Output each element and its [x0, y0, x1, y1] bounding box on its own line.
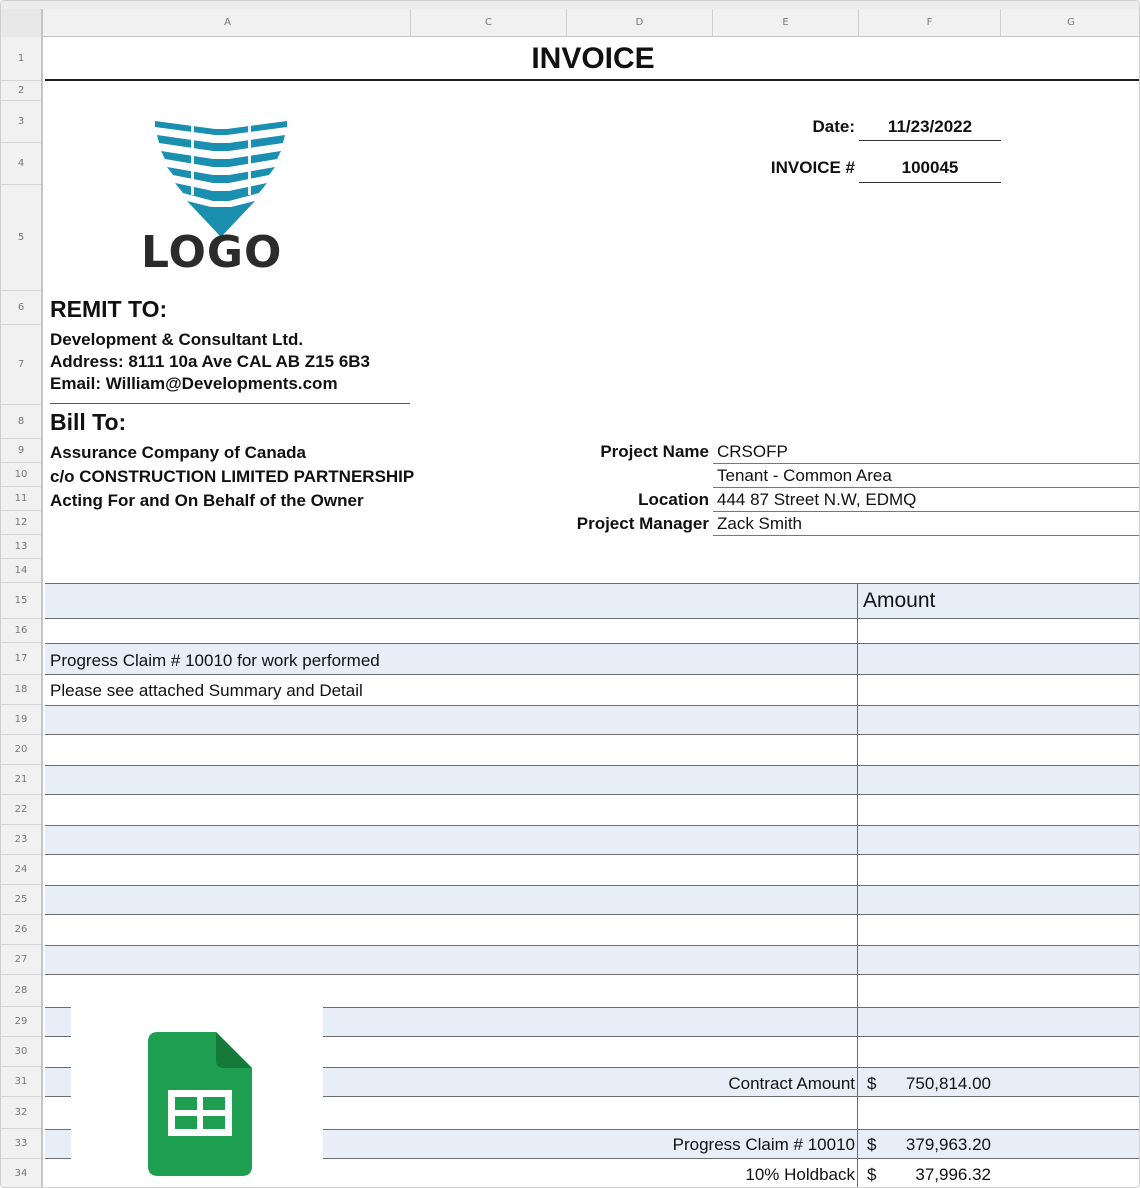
row-header[interactable]: 5 [1, 185, 41, 291]
sheet-grid[interactable] [45, 37, 1140, 1188]
remit-email: Email: William@Developments.com [50, 374, 338, 393]
column-header-d[interactable]: D [567, 9, 713, 37]
invoice-number-label: INVOICE # [770, 158, 855, 177]
project-manager-label: Project Manager [576, 514, 709, 533]
amount-column-divider [857, 583, 858, 1188]
grid-line [45, 583, 1140, 584]
amount-header: Amount [863, 589, 936, 612]
project-name-value-2[interactable]: Tenant - Common Area [713, 465, 1140, 488]
row-header[interactable]: 10 [1, 463, 41, 487]
logo-text: LOGO [141, 227, 283, 278]
row-header[interactable]: 16 [1, 619, 41, 643]
line-item-2[interactable]: Please see attached Summary and Detail [50, 681, 363, 700]
select-all-corner[interactable] [1, 9, 43, 37]
remit-address: Address: 8111 10a Ave CAL AB Z15 6B3 [50, 352, 371, 371]
row-header[interactable]: 26 [1, 915, 41, 945]
project-name-label: Project Name [600, 442, 709, 461]
google-sheets-icon [148, 1032, 252, 1176]
row-header[interactable]: 15 [1, 583, 41, 619]
row-header[interactable]: 23 [1, 825, 41, 855]
row-header[interactable]: 32 [1, 1097, 41, 1129]
project-name-value[interactable]: CRSOFP [713, 441, 1140, 464]
row-header[interactable]: 6 [1, 291, 41, 325]
row-header[interactable]: 9 [1, 439, 41, 463]
row-header-bar [1, 37, 43, 1188]
row-header[interactable]: 8 [1, 405, 41, 439]
grid-line [45, 885, 1140, 886]
row-header[interactable]: 21 [1, 765, 41, 795]
progress-claim-label: Progress Claim # 10010 [672, 1135, 855, 1154]
contract-amount-value[interactable]: 750,814.00 [905, 1074, 991, 1093]
table-row [45, 766, 1140, 794]
bill-to-line-1: Assurance Company of Canada [50, 443, 307, 462]
grid-line [45, 825, 1140, 826]
row-header[interactable]: 11 [1, 487, 41, 511]
row-header[interactable]: 25 [1, 885, 41, 915]
row-header[interactable]: 2 [1, 81, 41, 101]
project-manager-value[interactable]: Zack Smith [713, 513, 1140, 536]
row-header[interactable]: 31 [1, 1067, 41, 1097]
contract-amount-label: Contract Amount [728, 1074, 855, 1093]
row-header[interactable]: 14 [1, 559, 41, 583]
progress-claim-value[interactable]: 379,963.20 [905, 1135, 991, 1154]
row-header[interactable]: 30 [1, 1037, 41, 1067]
invoice-title: INVOICE [45, 37, 1140, 81]
holdback-currency: $ [867, 1165, 877, 1184]
holdback-value[interactable]: 37,996.32 [915, 1165, 991, 1184]
row-header[interactable]: 34 [1, 1159, 41, 1188]
remit-to-heading: REMIT TO: [50, 296, 168, 322]
row-header[interactable]: 4 [1, 143, 41, 185]
row-header[interactable]: 24 [1, 855, 41, 885]
bill-to-line-3: Acting For and On Behalf of the Owner [50, 491, 364, 510]
grid-line [45, 974, 1140, 975]
row-header[interactable]: 22 [1, 795, 41, 825]
column-header-bar [1, 9, 1140, 37]
row-header[interactable]: 28 [1, 975, 41, 1007]
date-label: Date: [812, 117, 855, 136]
table-row [45, 946, 1140, 974]
toolbar-strip [1, 1, 1140, 9]
contract-amount-currency: $ [867, 1074, 877, 1093]
remit-company: Development & Consultant Ltd. [50, 330, 304, 349]
grid-line [45, 674, 1140, 675]
grid-line [45, 854, 1140, 855]
location-value[interactable]: 444 87 Street N.W, EDMQ [713, 489, 1140, 512]
row-header[interactable]: 27 [1, 945, 41, 975]
row-header[interactable]: 20 [1, 735, 41, 765]
invoice-date[interactable]: 11/23/2022 [859, 117, 1001, 141]
row-header[interactable]: 19 [1, 705, 41, 735]
row-header[interactable]: 33 [1, 1129, 41, 1159]
column-header-e[interactable]: E [713, 9, 859, 37]
grid-line [45, 705, 1140, 706]
grid-line [45, 618, 1140, 619]
row-header[interactable]: 7 [1, 325, 41, 405]
table-row [45, 886, 1140, 914]
row-header[interactable]: 13 [1, 535, 41, 559]
row-header[interactable]: 1 [1, 37, 41, 81]
remit-divider [50, 403, 410, 404]
column-header-f[interactable]: F [859, 9, 1001, 37]
grid-line [45, 643, 1140, 644]
table-row [45, 826, 1140, 854]
column-header-c[interactable]: C [411, 9, 567, 37]
invoice-number[interactable]: 100045 [859, 158, 1001, 183]
row-header[interactable]: 18 [1, 675, 41, 705]
grid-line [45, 794, 1140, 795]
bill-to-heading: Bill To: [50, 409, 127, 435]
row-header[interactable]: 29 [1, 1007, 41, 1037]
line-item-1[interactable]: Progress Claim # 10010 for work performed [50, 651, 380, 670]
column-header-a[interactable]: A [45, 9, 411, 37]
progress-claim-currency: $ [867, 1135, 877, 1154]
bill-to-line-2: c/o CONSTRUCTION LIMITED PARTNERSHIP [50, 467, 415, 486]
row-header[interactable]: 3 [1, 101, 41, 143]
building-logo-icon [151, 115, 291, 239]
grid-line [45, 765, 1140, 766]
row-header[interactable]: 12 [1, 511, 41, 535]
row-header[interactable]: 17 [1, 643, 41, 675]
sheets-overlay [71, 977, 323, 1188]
table-header-row [45, 584, 1140, 618]
grid-line [45, 734, 1140, 735]
table-row [45, 706, 1140, 734]
grid-line [45, 945, 1140, 946]
grid-line [45, 914, 1140, 915]
location-label: Location [638, 490, 709, 509]
holdback-label: 10% Holdback [745, 1165, 855, 1184]
column-header-g[interactable]: G [1067, 17, 1075, 28]
